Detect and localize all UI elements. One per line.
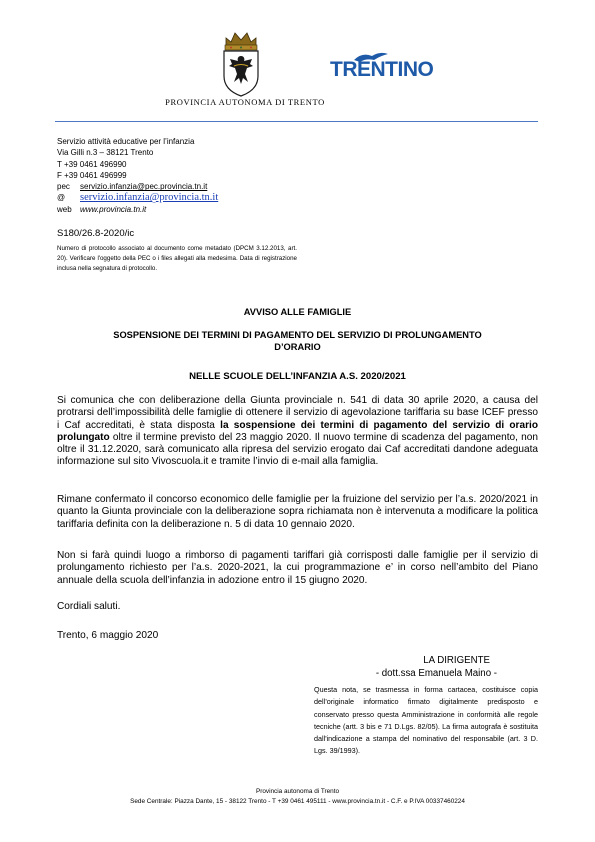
province-name: PROVINCIA AUTONOMA DI TRENTO	[165, 97, 325, 107]
notice-title: AVVISO ALLE FAMIGLIE	[243, 307, 352, 317]
office-address: Via Gilli n.3 – 38121 Trento	[57, 148, 154, 158]
protocol-note: Numero di protocollo associato al documento come metadato (DPCM 3.12.2013, art. 20). Verificare l'oggetto della PEC o i files allegati alla medesima. Data di registrazione inclusa nella segnatura di protocollo.	[57, 245, 297, 272]
web-link[interactable]: www.provincia.tn.it	[80, 204, 147, 214]
trentino-logo-text: TRENTINO	[330, 58, 434, 81]
web-row	[57, 204, 218, 215]
protocol-code: S180/26.8-2020/ic	[57, 228, 135, 239]
paragraph-1-end: oltre il termine previsto del 23 maggio 2020. Il nuovo termine di scadenza del pagamento, non oltre il 31.12.2020, sarà comunicato alla ripresa del servizio erogato dai Caf accreditati dandone adeguata informazione sul sito Vivoscuola.it e tramite l’invio di e-mail alla famiglia.	[57, 431, 538, 468]
office-name: Servizio attività educative per l’infanzia	[57, 137, 195, 146]
paragraph-1	[57, 395, 538, 469]
paragraph-1-bold: la sospensione dei termini di pagamento del servizio di orario prolungato	[57, 419, 538, 443]
paragraph-1-start: Si comunica che con deliberazione della Giunta provinciale n. 541 di data 30 aprile 2020, a causa del protrarsi dell’impossibilità delle famiglie di ottenere il servizio di agevolazione tariffaria su base ICEF presso i Caf accreditati, è stata disposta	[57, 395, 538, 431]
signer-name: - dott.ssa Emanuela Maino -	[375, 668, 497, 679]
pec-row	[57, 181, 218, 192]
paragraph-3: Non si farà quindi luogo a rimborso di pagamenti tariffari già corrisposti dalle famiglie per il servizio di prolungamento richiesto per l’a.s. 2020-2021, la cui programmazione e’ in corso nell’ambito del Piano annuale della scuola dell’infanzia in adozione entro il 15 giugno 2020.	[57, 550, 538, 586]
trentino-logo	[330, 50, 435, 86]
email-link[interactable]: servizio.infanzia@provincia.tn.it	[80, 192, 219, 204]
contact-block	[57, 136, 218, 215]
footer-line-2: Sede Centrale: Piazza Dante, 15 - 38122 Trento - T +39 0461 495111 - www.provincia.tn.it - C.F. e P.IVA 00337460224	[130, 798, 465, 805]
signature-note: Questa nota, se trasmessa in forma cartacea, costituisce copia dell’originale informatico firmato digitalmente predisposto e conservato presso questa Amministrazione in conformità alle regole tecniche (artt. 3 bis e 71 D.Lgs. 82/05). La firma autografa è sostituita dall'indicazione a stampa del nominativo del responsabile (art. 3 D. Lgs. 39/1993).	[314, 685, 538, 756]
footer-line-1: Provincia autonoma di Trento	[255, 788, 340, 795]
notice-subject-line2: D’ORARIO	[274, 342, 321, 352]
office-fax: F +39 0461 496999	[57, 170, 127, 180]
signer-role: LA DIRIGENTE	[423, 655, 490, 666]
header-divider	[55, 121, 538, 122]
notice-scope: NELLE SCUOLE DELL’INFANZIA A.S. 2020/2021	[189, 371, 406, 382]
place-date: Trento, 6 maggio 2020	[57, 630, 159, 641]
pec-link[interactable]: servizio.infanzia@pec.provincia.tn.it	[80, 182, 208, 192]
notice-subject-line1: SOSPENSIONE DEI TERMINI DI PAGAMENTO DEL SERVIZIO DI PROLUNGAMENTO	[113, 330, 482, 340]
email-row	[57, 192, 218, 203]
notice-subject	[55, 329, 540, 353]
coat-of-arms-icon	[220, 26, 262, 98]
pec-label: pec	[57, 182, 70, 192]
office-phone: T +39 0461 496990	[57, 159, 127, 169]
paragraph-2: Rimane confermato il concorso economico delle famiglie per la fruizione del servizio per l’a.s. 2020/2021 in quanto la Giunta provinciale con la deliberazione sopra richiamata non è intervenuta a modificare la politica tariffaria definita con la deliberazione n. 5 di data 10 gennaio 2020.	[57, 494, 538, 530]
greeting: Cordiali saluti.	[57, 601, 121, 612]
email-label: @	[57, 193, 66, 203]
web-label: web	[57, 204, 72, 214]
